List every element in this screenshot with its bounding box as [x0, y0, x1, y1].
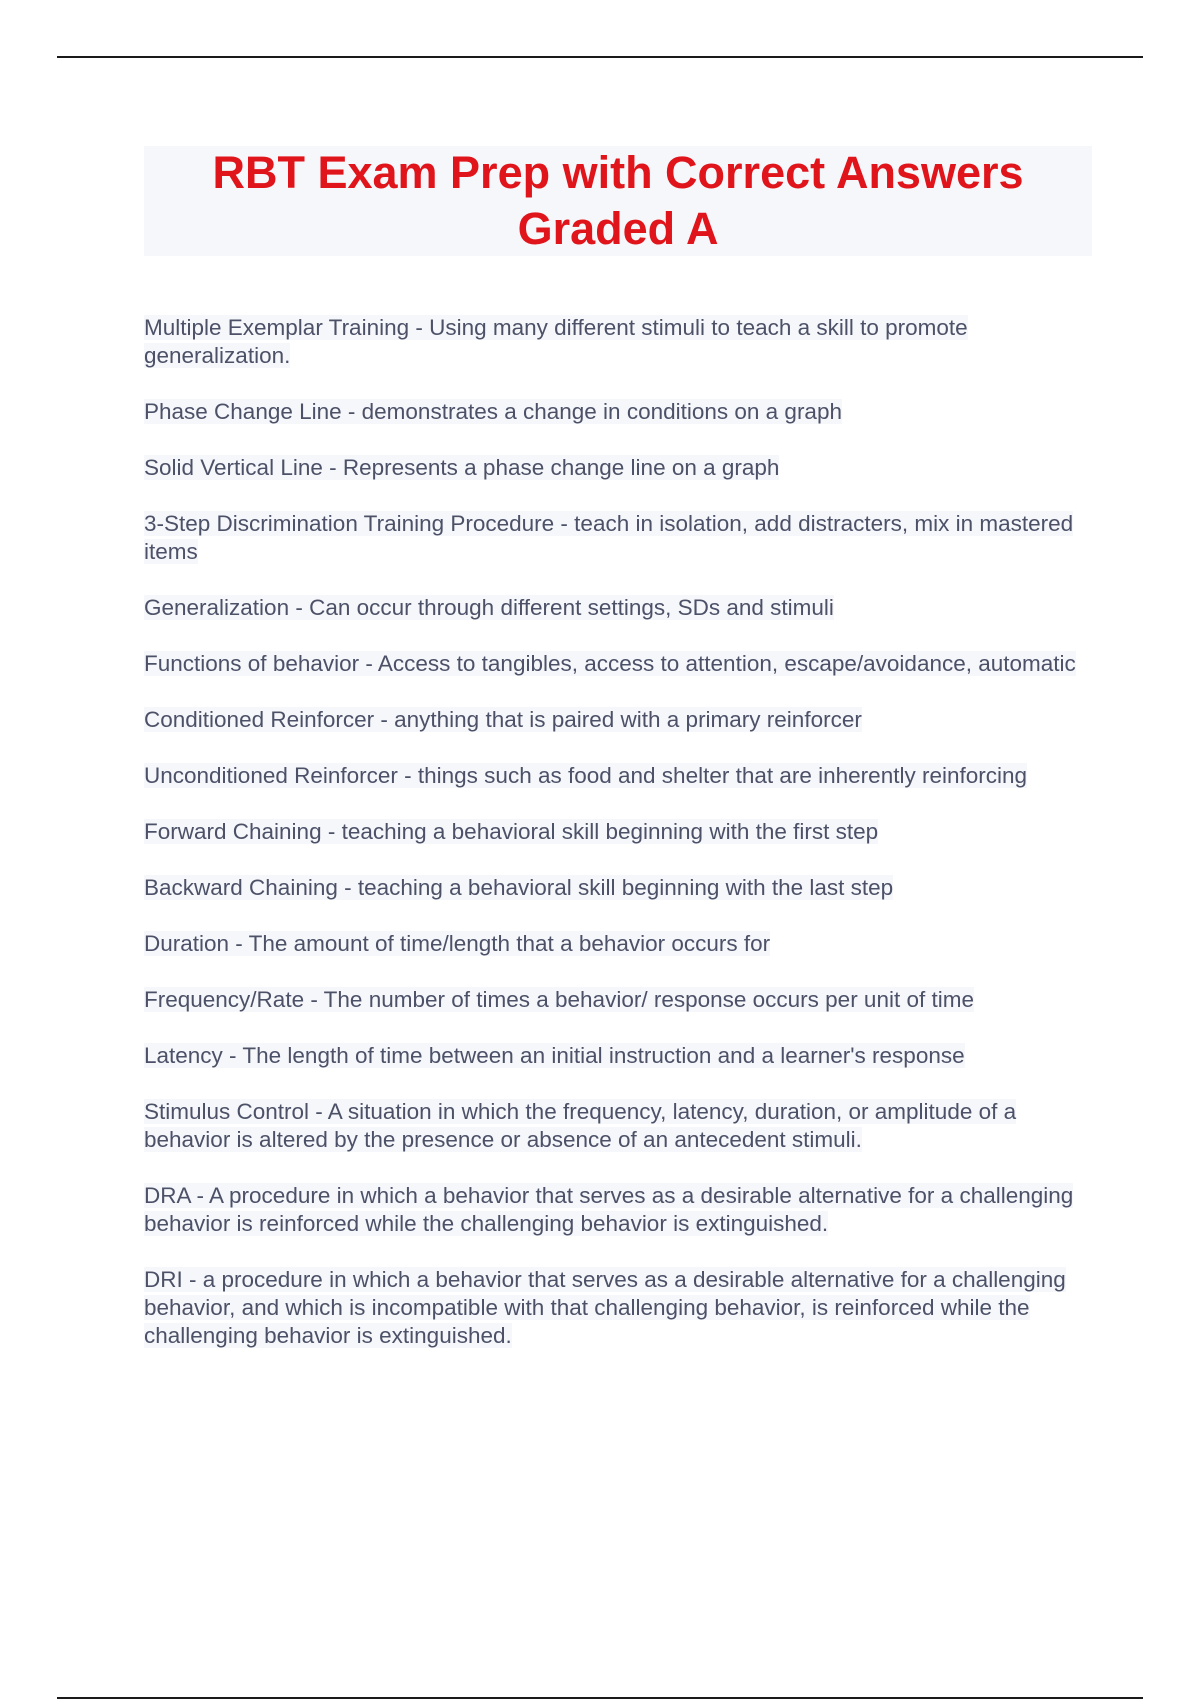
definition-phase-change-line — [144, 398, 1084, 426]
definition-text: Backward Chaining - teaching a behavioral skill beginning with the last step — [144, 875, 894, 900]
definition-text: DRA - A procedure in which a behavior that serves as a desirable alternative for a challenging behavior is reinforced while the challenging behavior is extinguished. — [144, 1183, 1074, 1236]
bottom-rule — [57, 1697, 1143, 1699]
definition-text: Phase Change Line - demonstrates a change in conditions on a graph — [144, 399, 842, 424]
definition-text: Forward Chaining - teaching a behavioral skill beginning with the first step — [144, 819, 879, 844]
definition-dra — [144, 1182, 1084, 1238]
definition-text: 3-Step Discrimination Training Procedure - teach in isolation, add distracters, mix in mastered items — [144, 511, 1074, 564]
document-title: RBT Exam Prep with Correct Answers Graded A — [212, 147, 1024, 254]
definition-dri — [144, 1266, 1084, 1350]
definition-text: DRI - a procedure in which a behavior that serves as a desirable alternative for a challenging behavior, and which is incompatible with that challenging behavior, is reinforced while the challenging behavior is extinguished. — [144, 1267, 1066, 1348]
definition-discrimination-training — [144, 510, 1084, 566]
definition-latency — [144, 1042, 1084, 1070]
definition-duration — [144, 930, 1084, 958]
definition-text: Generalization - Can occur through different settings, SDs and stimuli — [144, 595, 834, 620]
definition-text: Frequency/Rate - The number of times a behavior/ response occurs per unit of time — [144, 987, 974, 1012]
definition-unconditioned-reinforcer — [144, 762, 1084, 790]
definition-list — [144, 314, 1084, 1378]
definition-text: Stimulus Control - A situation in which the frequency, latency, duration, or amplitude of a behavior is altered by the presence or absence of an antecedent stimuli. — [144, 1099, 1017, 1152]
definition-multiple-exemplar-training — [144, 314, 1084, 370]
definition-functions-of-behavior — [144, 650, 1084, 678]
definition-text: Conditioned Reinforcer - anything that is paired with a primary reinforcer — [144, 707, 862, 732]
definition-conditioned-reinforcer — [144, 706, 1084, 734]
definition-generalization — [144, 594, 1084, 622]
definition-stimulus-control — [144, 1098, 1084, 1154]
definition-text: Functions of behavior - Access to tangibles, access to attention, escape/avoidance, automatic — [144, 651, 1076, 676]
definition-text: Solid Vertical Line - Represents a phase change line on a graph — [144, 455, 780, 480]
definition-backward-chaining — [144, 874, 1084, 902]
definition-text: Multiple Exemplar Training - Using many different stimuli to teach a skill to promote generalization. — [144, 315, 968, 368]
definition-forward-chaining — [144, 818, 1084, 846]
definition-text: Duration - The amount of time/length that a behavior occurs for — [144, 931, 771, 956]
definition-text: Unconditioned Reinforcer - things such as food and shelter that are inherently reinforcing — [144, 763, 1028, 788]
top-rule — [57, 56, 1143, 58]
definition-frequency-rate — [144, 986, 1084, 1014]
definition-text: Latency - The length of time between an initial instruction and a learner's response — [144, 1043, 965, 1068]
definition-solid-vertical-line — [144, 454, 1084, 482]
title-banner — [144, 146, 1092, 256]
